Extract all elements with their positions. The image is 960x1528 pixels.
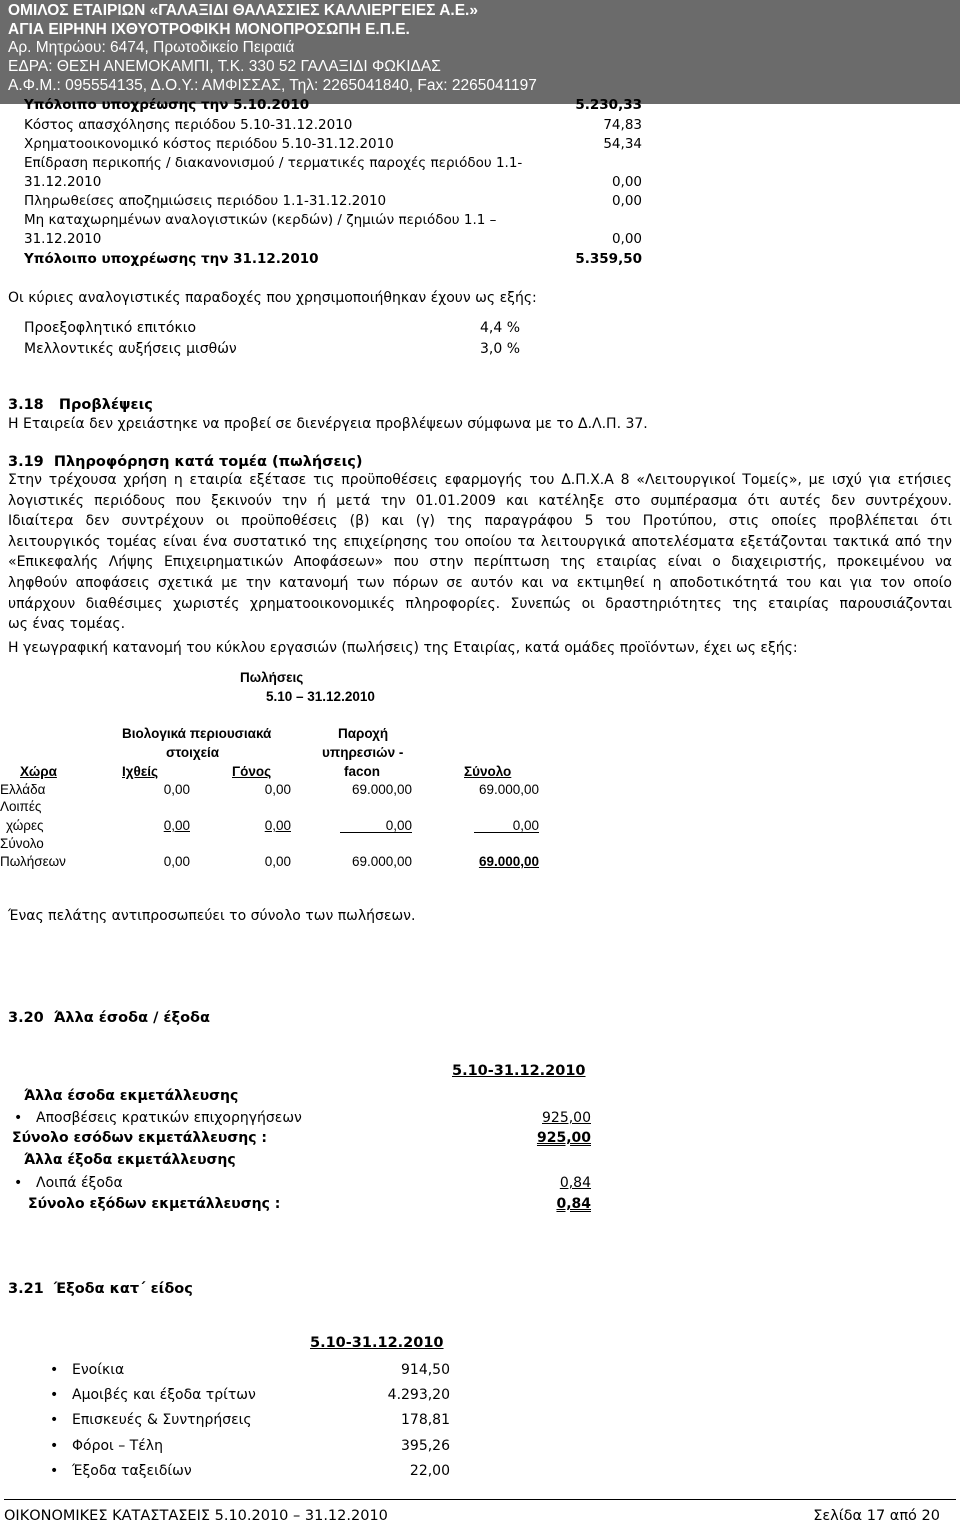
finance-cost-value: 54,34 <box>603 136 642 152</box>
unrecognised-value: 0,00 <box>611 231 642 247</box>
table-row-label: Ελλάδα <box>0 782 46 797</box>
section-3-18-title: 3.18 Προβλέψεις <box>8 397 153 413</box>
col-fish: Ιχθείς <box>122 764 158 779</box>
tax-contact-info: Α.Φ.Μ.: 095554135, Δ.Ο.Υ.: ΑΜΦΙΣΣΑΣ, Τηλ: 2265041840, Fax: 2265041197 <box>8 77 537 94</box>
other-expense-item-value: 0,84 <box>559 1175 591 1191</box>
col-country: Χώρα <box>20 764 57 779</box>
expense-item-value: 395,26 <box>401 1438 450 1454</box>
expense-item-label: • Επισκευές & Συντηρήσεις <box>72 1412 252 1428</box>
col-spawn: Γόνος <box>232 764 272 779</box>
paragraph-line: λογιστικές περιόδους που ξεκινούν την ή μετά την 01.01.2009 και κατέληξε στο συμπέρασμα ότι αυτές δεν συντρέχουν. <box>8 492 952 509</box>
unrecognised-label: Μη καταχωρημένων αναλογιστικών (κερδών) / ζημιών περιόδου 1.1 – <box>24 212 497 228</box>
table-cell: 0,00 <box>264 782 291 797</box>
paragraph-line: Στην τρέχουσα χρήση η εταιρία εξέτασε τις προϋποθέσεις εφαρμογής του Δ.Π.Χ.Α 8 «Λειτουργικοί Τομείς», με ισχύ για ετήσιες <box>8 472 952 488</box>
expense-item-value: 22,00 <box>409 1463 450 1479</box>
other-income-header: Άλλα έσοδα εκμετάλλευσης <box>24 1088 239 1104</box>
sales-table-period: 5.10 – 31.12.2010 <box>266 689 375 704</box>
registry-number: Αρ. Μητρώου: 6474, Πρωτοδικείο Πειραιά <box>8 39 295 56</box>
paragraph-line: ως ένας τομέας. <box>8 616 126 633</box>
expense-item-label: • Φόροι – Τέλη <box>72 1438 163 1454</box>
customer-note: Ένας πελάτης αντιπροσωπεύει το σύνολο των πωλήσεων. <box>8 908 416 924</box>
expense-item-label: • Αμοιβές και έξοδα τρίτων <box>72 1387 256 1403</box>
footer-title: ΟΙΚΟΝΟΜΙΚΕΣ ΚΑΤΑΣΤΑΣΕΙΣ 5.10.2010 – 31.12.2010 <box>4 1508 388 1524</box>
company-address: ΕΔΡΑ: ΘΕΣΗ ΑΝΕΜΟΚΑΜΠΙ, Τ.Κ. 330 52 ΓΑΛΑΞΙΔΙ ΦΩΚΙΔΑΣ <box>8 58 441 75</box>
table-row-label: Σύνολο <box>0 836 44 851</box>
expense-item-value: 4.293,20 <box>387 1387 450 1403</box>
other-expense-header: Άλλα έξοδα εκμετάλλευσης <box>24 1152 236 1168</box>
sales-table-title: Πωλήσεις <box>240 670 304 685</box>
opening-balance-label: Υπόλοιπο υποχρέωσης την 5.10.2010 <box>24 97 310 113</box>
table-cell: 69.000,00 <box>478 782 539 797</box>
geographic-intro: Η γεωγραφική κατανομή του κύκλου εργασιών (πωλήσεις) της Εταιρίας, κατά ομάδες προϊόντων, έχει ως εξής: <box>8 640 798 656</box>
section-3-20-title: 3.20 Άλλα έσοδα / έξοδα <box>8 1010 210 1026</box>
section-3-18-text: Η Εταιρεία δεν χρειάστηκε να προβεί σε διενέργεια προβλέψεων σύμφωνα με το Δ.Λ.Π. 37. <box>8 416 648 432</box>
col-total: Σύνολο <box>464 764 512 779</box>
col-facon: facon <box>344 764 381 779</box>
curtailment-label: Επίδραση περικοπής / διακανονισμού / τερματικές παροχές περιόδου 1.1- <box>24 155 523 171</box>
other-income-item: • Αποσβέσεις κρατικών επιχορηγήσεων <box>36 1110 302 1126</box>
service-cost-label: Κόστος απασχόλησης περιόδου 5.10-31.12.2010 <box>24 117 353 133</box>
expense-item-label: • Έξοδα ταξειδίων <box>72 1463 192 1479</box>
expense-total-label: Σύνολο εξόδων εκμετάλλευσης : <box>28 1196 281 1212</box>
discount-rate-value: 4,4 % <box>480 320 521 336</box>
section-3-21-title: 3.21 Έξοδα κατ΄ είδος <box>8 1281 193 1297</box>
opening-balance-value: 5.230,33 <box>575 97 642 113</box>
expense-item-value: 914,50 <box>401 1362 450 1378</box>
paragraph-line: λειτουργικός τομέας είναι ένα συστατικό της επιχείρησης του οποίου τα λειτουργικά αποτελέσματα εξετάζονται τακτικά από την <box>8 533 952 550</box>
table-cell: 0,00 <box>163 854 190 869</box>
paid-benefits-value: 0,00 <box>611 193 642 209</box>
discount-rate-label: Προεξοφλητικό επιτόκιο <box>24 320 197 336</box>
company-name: ΟΜΙΛΟΣ ΕΤΑΙΡΙΩΝ «ΓΑΛΑΞΙΔΙ ΘΑΛΑΣΣΙΕΣ ΚΑΛΛΙΕΡΓΕΙΕΣ Α.Ε.» <box>8 2 478 19</box>
service-header-cont: υπηρεσιών - <box>322 745 404 760</box>
bio-assets-header: Βιολογικά περιουσιακά <box>122 726 272 741</box>
table-cell: 0,00 <box>385 818 412 833</box>
paragraph-line: ληφθούν αποφάσεις σχετικά με την κατανομή των πόρων σε αυτόν και να εκτιμηθεί η αποδοτικότητά του και για τον οποίο <box>8 574 952 591</box>
expense-item-value: 178,81 <box>401 1412 450 1428</box>
service-cost-value: 74,83 <box>603 117 642 133</box>
paragraph-line: Ιδιαίτερα δεν συντρέχουν οι προϋποθέσεις (β) και (γ) της παραγράφου 5 του Προτύπου, στις οποίες προβλέπεται ότι <box>8 513 952 530</box>
section-3-19-paragraph <box>8 470 952 635</box>
bio-assets-header-cont: στοιχεία <box>166 745 220 760</box>
section-3-20-period: 5.10-31.12.2010 <box>452 1063 586 1079</box>
paragraph-line: «Επικεφαλής Λήψης Επιχειρηματικών Αποφάσεων» που στην περίπτωση της εταιρίας είναι ο διαχειριστής, προκειμένου να <box>8 554 952 571</box>
section-3-21-period: 5.10-31.12.2010 <box>310 1335 444 1351</box>
footer-rule <box>4 1499 956 1500</box>
other-income-item-value: 925,00 <box>542 1110 591 1126</box>
salary-increase-value: 3,0 % <box>480 341 521 357</box>
paragraph-line: υπάρχουν διαθέσιμες χωριστές χρηματοοικονομικές πληροφορίες. Συνεπώς οι δραστηριότητες της εταιρίας παρουσιάζονται <box>8 595 952 612</box>
table-cell: 0,00 <box>264 854 291 869</box>
table-cell: 0,00 <box>264 818 291 833</box>
section-3-19-title: 3.19 Πληροφόρηση κατά τομέα (πωλήσεις) <box>8 454 363 470</box>
table-row-label: Λοιπές <box>0 799 42 814</box>
table-row-label-cont: χώρες <box>6 818 44 833</box>
unrecognised-label-cont: 31.12.2010 <box>24 231 102 247</box>
income-total-label: Σύνολο εσόδων εκμετάλλευσης : <box>12 1130 268 1146</box>
finance-cost-label: Χρηματοοικονομικό κόστος περιόδου 5.10-31.12.2010 <box>24 136 394 152</box>
table-cell: 69.000,00 <box>351 854 412 869</box>
table-cell: 0,00 <box>163 818 190 833</box>
paid-benefits-label: Πληρωθείσες αποζημιώσεις περιόδου 1.1-31.12.2010 <box>24 193 387 209</box>
table-total-cell: 69.000,00 <box>478 854 539 869</box>
salary-increase-label: Μελλοντικές αυξήσεις μισθών <box>24 341 237 357</box>
table-cell: 0,00 <box>163 782 190 797</box>
closing-balance-value: 5.359,50 <box>575 251 642 267</box>
page-number: Σελίδα 17 από 20 <box>813 1508 940 1524</box>
assumptions-intro: Οι κύριες αναλογιστικές παραδοχές που χρησιμοποιήθηκαν έχουν ως εξής: <box>8 290 537 306</box>
table-cell: 69.000,00 <box>351 782 412 797</box>
service-header: Παροχή <box>338 726 389 741</box>
curtailment-value: 0,00 <box>611 174 642 190</box>
other-expense-item: • Λοιπά έξοδα <box>36 1175 123 1191</box>
income-total-value: 925,00 <box>536 1130 591 1146</box>
expense-total-value: 0,84 <box>556 1196 591 1212</box>
table-row-label-cont: Πωλήσεων <box>0 854 66 869</box>
table-cell: 0,00 <box>512 818 539 833</box>
expense-item-label: • Ενοίκια <box>72 1362 124 1378</box>
subsidiary-name: ΑΓΙΑ ΕΙΡΗΝΗ ΙΧΘΥΟΤΡΟΦΙΚΗ ΜΟΝΟΠΡΟΣΩΠΗ Ε.Π.Ε. <box>8 21 410 38</box>
curtailment-label-cont: 31.12.2010 <box>24 174 102 190</box>
closing-balance-label: Υπόλοιπο υποχρέωσης την 31.12.2010 <box>24 251 319 267</box>
